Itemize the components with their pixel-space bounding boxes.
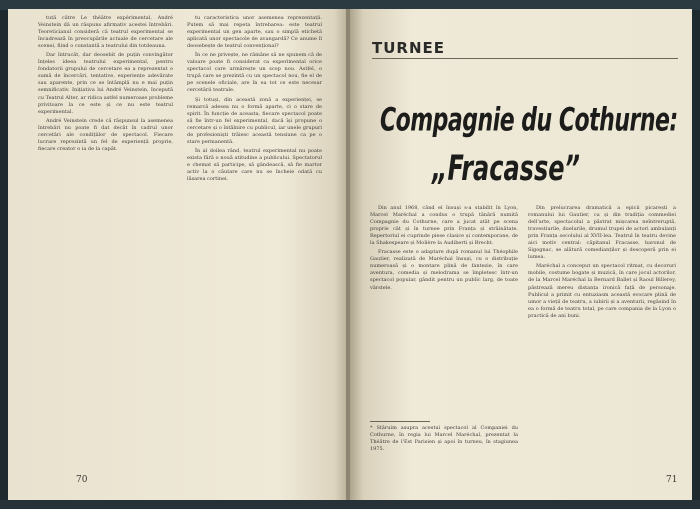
left-page — [8, 9, 348, 500]
paragraph: Maréchal a conceput un spectacol ritmat, cu decoruri mobile, costume bogate și muzică, în care jocul actorilor, de la Marcel Maréchal la Bernard Ballet și Raoul Billerey, păstrează mereu distanța ironică față de personaje. Publicul a primit cu entuziasm această evocare plină de umor a vieții de teatru, a iubirii și a aventurii, regăsind în ea o formă de teatru total, pe care compania de la Lyon o practică de ani buni. — [528, 263, 676, 319]
paragraph: Fracasse este o adaptare după romanul lui Théophile Gautier, realizată de Maréchal însuși, cu o distribuție numeroasă și o montare plină de fantezie, în care aventura, comedia și melodrama se împletesc într-un spectacol popular, gândit pentru un public larg, de toate vârstele. — [370, 249, 518, 291]
left-page-column-1 — [38, 15, 173, 455]
headline-line-1: Compagnie du Cothurne: — [380, 103, 678, 140]
right-page-column-2 — [528, 205, 676, 475]
headline-line-2: „Fracasse” — [432, 147, 580, 189]
paragraph: Și totuși, din această zonă a experienței, se remarcă adesea nu o formă aparte, ci o stare de spirit. În funcție de aceasta, fiecare spectacol poate să fie într-un fel experimental, dacă își propune o cercetare și o întâlnire cu publicul, iar unele grupuri de profesioniști trăiesc această tensiune ca pe o stare permanentă. — [187, 96, 322, 145]
paragraph: Din prelucrarea dramatică a epicii picarești a romanului lui Gautier, ca și din tradiția commediei dell'arte, spectacolul a păstrat mișcarea neîntreruptă, travestiurile, duelurile, drumul trupei de actori ambulanți prin Franța secolului al XVII-lea. Teatrul în teatru devine aici motiv central: căpitanul Fracasse, baronul de Sigognac, se alătură comedianților și descoperă prin ei lumea. — [528, 205, 676, 261]
section-tag: TURNEE — [372, 39, 446, 57]
paragraph: André Veinstein crede că răspunsul la asemenea întrebări nu poate fi dat decât în cadrul unor cercetări ale condițiilor de spectacol. Fiecare lucrare reprezintă un fel de experiență proprie, fiecare creator o ia de la capăt. — [38, 117, 173, 152]
section-rule — [372, 58, 678, 59]
binding-bottom — [0, 500, 700, 509]
footnote: * Stăruim asupra acestui spectacol al Companiei du Cothurne, în regia lui Marcel Maréchal, prezentat la Théâtre de l'Est Parisien și apoi în turneu, în stagiunea 1975. — [370, 425, 518, 452]
page-number-left: 70 — [76, 475, 88, 485]
paragraph: tu caracteristica unor asemenea reprezentații. Putem să mai repeta întrebarea: este teatrul experimental un gen aparte, sau o simplă etichetă aplicată unor spectacole de avangardă? Ce anume îl deosebește de teatrul convențional? — [187, 15, 322, 50]
paragraph: În al doilea rând, teatrul experimental nu poate exista fără o nouă atitudine a publicului. Spectatorul e chemat să participe, să gândească, să fie martor activ la o căutare care nu se încheie odată cu lăsarea cortinei. — [187, 147, 322, 183]
paragraph: tută către Le théâtre expérimental, André Veinstein dă un răspuns afirmativ acestei întrebări. Teoreticianul consideră că teatrul experimental se încadrează în preocupările actuale de cercetare ale scenei, fiind o constantă a teatrului din totdeauna. — [38, 15, 173, 50]
right-page-column-1 — [370, 205, 518, 417]
paragraph: În ce ne privește, ne rămâne să ne spunem că de valoare poate fi considerat ca experimental orice spectacol care urmărește un scop nou. Astfel, o trupă care se prezintă cu un spectacol nou, fie el de pe scenele oficiale, are în ea tot ce este necesar cercetării teatrale. — [187, 52, 322, 94]
article-headline — [380, 103, 680, 189]
left-page-column-2 — [187, 15, 322, 455]
right-page — [350, 9, 692, 500]
page-number-right: 71 — [666, 475, 678, 485]
paragraph: Dar întrucât, dar deosebit de puțin convingător înțeles ideea teatrului experimental, pentru fondatorii grupului de cercetare ea a reprezentat o sumă de încercări, tentative, experiențe adevărate sau aparente, prin ce se întâmplă nu e mai puțin semnificativ. Inițiativa lui André Veinstein, începută cu Teatrul Alter, ar ridica astfel numeroase probleme privitoare la ce este și ce nu este teatrul experimental. — [38, 52, 173, 115]
footnote-rule — [370, 421, 430, 422]
paragraph: Din anul 1968, când el însuși s-a stabilit în Lyon, Marcel Maréchal a condus o trupă tânără numită Compagnie du Cothurne, care a jucat atât pe scena proprie cât și în turnee prin Franța și străinătate. Repertoriul ei cuprinde piese clasice și contemporane, de la Shakespeare și Molière la Audiberti și Brecht. — [370, 205, 518, 247]
